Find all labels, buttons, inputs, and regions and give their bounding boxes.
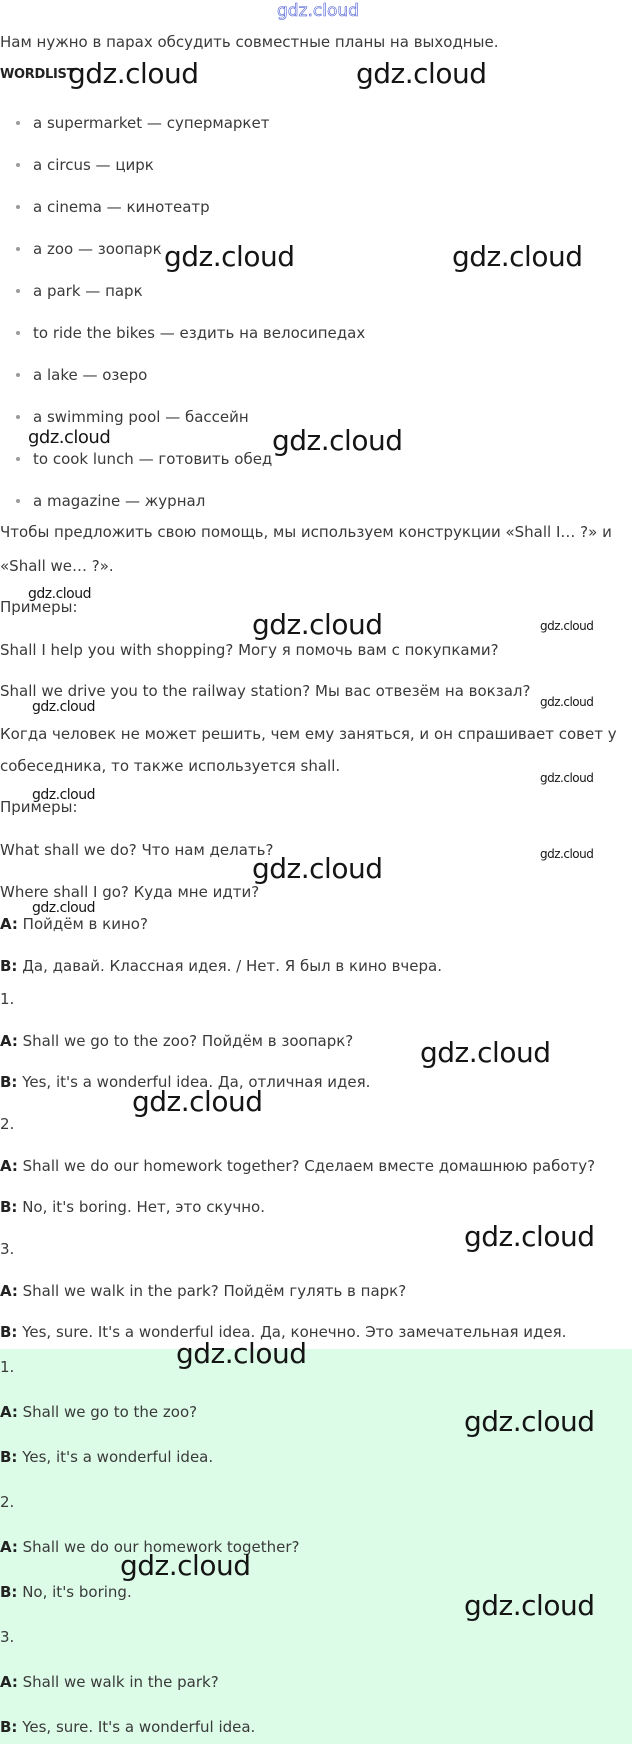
dialog-text: No, it's boring. Нет, это скучно.	[17, 1198, 265, 1216]
dialog-number: 2.	[0, 1115, 15, 1133]
bullet-icon	[16, 415, 20, 419]
watermark: gdz.cloud	[252, 852, 383, 885]
wordlist-item-text: a park — парк	[33, 282, 143, 300]
dialog-text: No, it's boring.	[17, 1583, 132, 1601]
model-dialog-a	[0, 914, 148, 934]
dialog-number: 1.	[0, 1358, 15, 1376]
example-sentence: Where shall I go? Куда мне идти?	[0, 883, 260, 901]
dialog-line-b	[0, 1197, 265, 1217]
watermark: gdz.cloud	[28, 427, 111, 448]
watermark: gdz.cloud	[120, 1549, 251, 1582]
dialog-number: 2.	[0, 1493, 15, 1511]
site-logo-mark: gdz.cloud	[277, 1, 359, 21]
watermark: gdz.cloud	[32, 787, 95, 803]
list-item	[0, 186, 600, 228]
watermark: gdz.cloud	[32, 900, 95, 916]
bullet-icon	[16, 247, 20, 251]
speaker-label: A:	[0, 1538, 18, 1556]
bullet-icon	[16, 289, 20, 293]
watermark: gdz.cloud	[32, 699, 95, 715]
speaker-label: B:	[0, 1073, 18, 1091]
dialog-text: Пойдём в кино?	[17, 915, 148, 933]
wordlist-item-text: a supermarket — супермаркет	[33, 114, 270, 132]
speaker-label: A:	[0, 1403, 18, 1421]
speaker-label: B:	[0, 1448, 18, 1466]
speaker-label: A:	[0, 1032, 18, 1050]
examples-label: Примеры:	[0, 798, 78, 816]
dialog-text: Yes, it's a wonderful idea.	[17, 1448, 214, 1466]
dialog-line-a	[0, 1672, 219, 1692]
bullet-icon	[16, 163, 20, 167]
dialog-text: Yes, sure. It's a wonderful idea. Да, конечно. Это замечательная идея.	[17, 1323, 567, 1341]
list-item	[0, 144, 600, 186]
wordlist-item-text: a lake — озеро	[33, 366, 148, 384]
model-dialog-b	[0, 956, 442, 976]
wordlist-item-text: a cinema — кинотеатр	[33, 198, 210, 216]
watermark: gdz.cloud	[464, 1589, 595, 1622]
speaker-label: B:	[0, 1583, 18, 1601]
explanation-text: «Shall we… ?».	[0, 557, 114, 575]
dialog-text: Shall we do our homework together?	[17, 1538, 300, 1556]
dialog-line-b	[0, 1717, 255, 1737]
watermark: gdz.cloud	[272, 424, 403, 457]
intro-text: Нам нужно в парах обсудить совместные планы на выходные.	[0, 33, 499, 51]
dialog-text: Shall we walk in the park?	[17, 1673, 219, 1691]
bullet-icon	[16, 457, 20, 461]
watermark: gdz.cloud	[28, 586, 91, 602]
watermark: gdz.cloud	[464, 1405, 595, 1438]
explanation-text: Когда человек не может решить, чем ему заняться, и он спрашивает совет у	[0, 725, 617, 743]
speaker-label: B:	[0, 957, 18, 975]
dialog-number: 3.	[0, 1628, 15, 1646]
watermark: gdz.cloud	[356, 57, 487, 90]
wordlist-item-text: a zoo — зоопарк	[33, 240, 162, 258]
dialog-line-b	[0, 1582, 132, 1602]
dialog-line-a	[0, 1156, 595, 1176]
list-item	[0, 480, 600, 522]
speaker-label: A:	[0, 1673, 18, 1691]
list-item	[0, 102, 600, 144]
bullet-icon	[16, 373, 20, 377]
watermark: gdz.cloud	[452, 240, 583, 273]
watermark: gdz.cloud	[132, 1085, 263, 1118]
speaker-label: B:	[0, 1323, 18, 1341]
watermark: gdz.cloud	[540, 771, 594, 785]
dialog-text: Shall we walk in the park? Пойдём гулять в парк?	[17, 1282, 407, 1300]
speaker-label: A:	[0, 915, 18, 933]
dialog-text: Shall we do our homework together? Сделаем вместе домашнюю работу?	[17, 1157, 596, 1175]
watermark: gdz.cloud	[540, 847, 594, 861]
speaker-label: B:	[0, 1718, 18, 1736]
bullet-icon	[16, 121, 20, 125]
speaker-label: A:	[0, 1282, 18, 1300]
watermark: gdz.cloud	[540, 619, 594, 633]
dialog-line-a	[0, 1031, 353, 1051]
example-sentence: What shall we do? Что нам делать?	[0, 841, 274, 859]
dialog-text: Shall we go to the zoo?	[17, 1403, 198, 1421]
watermark: gdz.cloud	[164, 240, 295, 273]
watermark: gdz.cloud	[464, 1220, 595, 1253]
watermark: gdz.cloud	[68, 57, 199, 90]
dialog-text: Shall we go to the zoo? Пойдём в зоопарк?	[17, 1032, 354, 1050]
dialog-number: 3.	[0, 1240, 15, 1258]
dialog-number: 1.	[0, 990, 15, 1008]
watermark: gdz.cloud	[420, 1036, 551, 1069]
explanation-text: собеседника, то также используется shall.	[0, 757, 341, 775]
watermark: gdz.cloud	[176, 1337, 307, 1370]
dialog-text: Да, давай. Классная идея. / Нет. Я был в кино вчера.	[17, 957, 442, 975]
dialog-line-b	[0, 1447, 213, 1467]
example-sentence: Shall we drive you to the railway station? Мы вас отвезём на вокзал?	[0, 682, 531, 700]
list-item	[0, 270, 600, 312]
wordlist-item-text: a swimming pool — бассейн	[33, 408, 249, 426]
wordlist-label: WORDLIST	[0, 67, 76, 82]
list-item	[0, 354, 600, 396]
wordlist-item-text: a magazine — журнал	[33, 492, 206, 510]
bullet-icon	[16, 499, 20, 503]
speaker-label: A:	[0, 1157, 18, 1175]
speaker-label: B:	[0, 1198, 18, 1216]
dialog-line-a	[0, 1402, 197, 1422]
wordlist-item-text: to ride the bikes — ездить на велосипедах	[33, 324, 366, 342]
dialog-text: Yes, it's a wonderful idea. Да, отличная идея.	[17, 1073, 371, 1091]
watermark: gdz.cloud	[540, 695, 594, 709]
example-sentence: Shall I help you with shopping? Могу я помочь вам с покупками?	[0, 641, 499, 659]
list-item	[0, 312, 600, 354]
wordlist-item-text: to cook lunch — готовить обед	[33, 450, 273, 468]
explanation-text: Чтобы предложить свою помощь, мы используем конструкции «Shall I… ?» и	[0, 523, 612, 541]
dialog-text: Yes, sure. It's a wonderful idea.	[17, 1718, 256, 1736]
dialog-line-a	[0, 1281, 406, 1301]
bullet-icon	[16, 205, 20, 209]
bullet-icon	[16, 331, 20, 335]
wordlist	[0, 102, 600, 522]
examples-label: Примеры:	[0, 598, 78, 616]
watermark: gdz.cloud	[252, 608, 383, 641]
wordlist-item-text: a circus — цирк	[33, 156, 154, 174]
